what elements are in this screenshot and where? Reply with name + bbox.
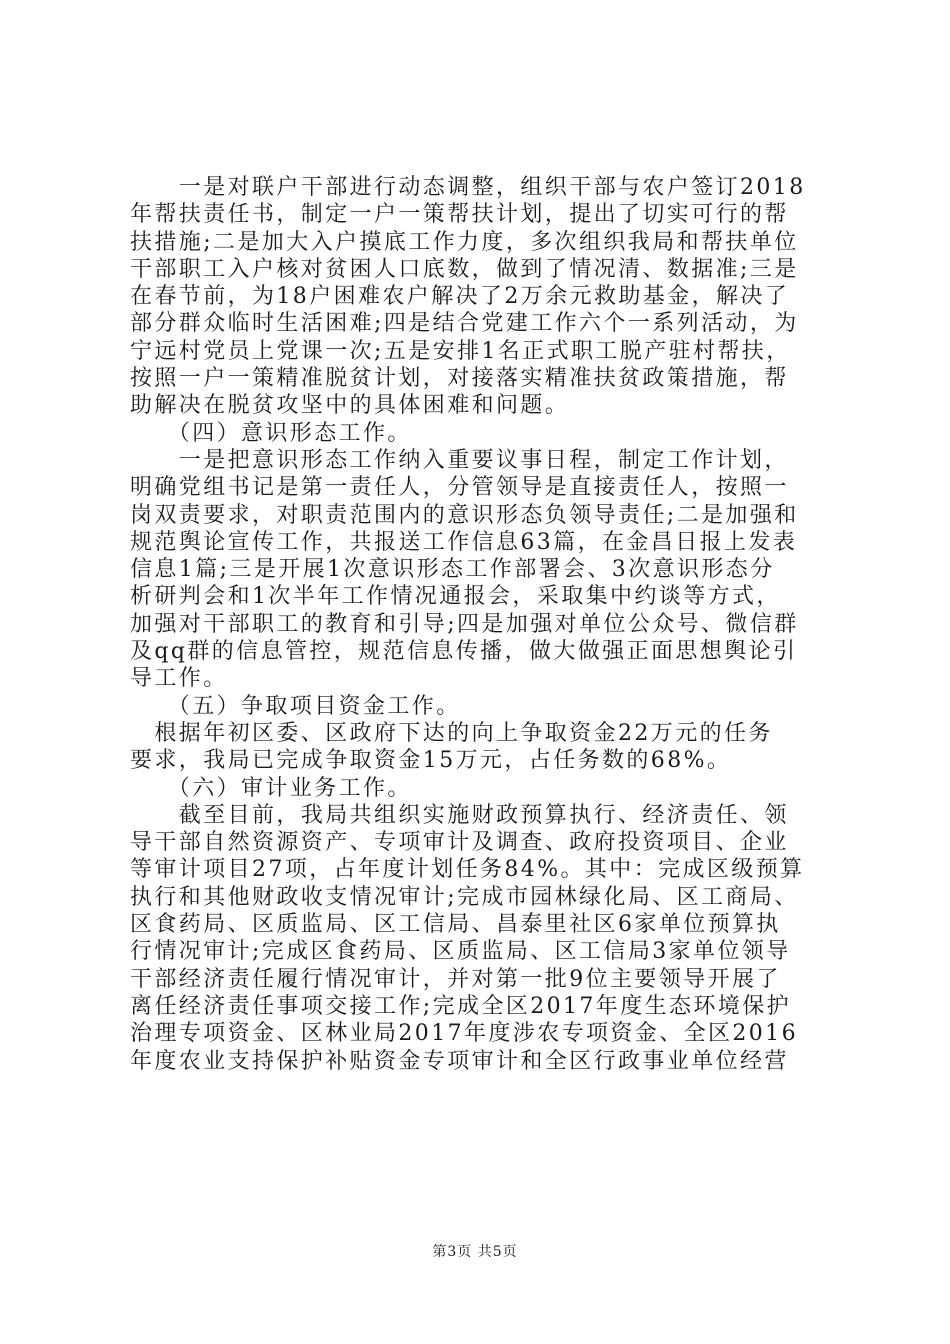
text-line: 析研判会和1次半年工作情况通报会，采取集中约谈等方式， bbox=[130, 584, 781, 610]
text-line: 导干部自然资源资产、专项审计及调查、政府投资项目、企业 bbox=[130, 830, 789, 856]
document-body bbox=[130, 174, 830, 1075]
text-line: 执行和其他财政收支情况审计;完成市园林绿化局、区工商局、 bbox=[130, 884, 799, 910]
text-line: 等审计项目27项，占年度计划任务84%。其中：完成区级预算 bbox=[130, 857, 805, 883]
text-line: 区食药局、区质监局、区工信局、昌泰里社区6家单位预算执 bbox=[130, 912, 781, 938]
text-line: 助解决在脱贫攻坚中的具体困难和问题。 bbox=[130, 393, 570, 419]
text-line: 行情况审计;完成区食药局、区质监局、区工信局3家单位领导 bbox=[130, 939, 791, 965]
text-line: 加强对干部职工的教育和引导;四是加强对单位公众号、微信群 bbox=[130, 611, 799, 637]
text-line: 导工作。 bbox=[130, 666, 228, 692]
text-line: 干部经济责任履行情况审计，并对第一批9位主要领导开展了 bbox=[130, 966, 781, 992]
text-line: 规范舆论宣传工作，共报送工作信息63篇，在金昌日报上发表 bbox=[130, 529, 798, 555]
text-line: 一是把意识形态工作纳入重要议事日程，制定工作计划， bbox=[130, 447, 789, 473]
text-line: 根据年初区委、区政府下达的向上争取资金22万元的任务 bbox=[130, 720, 773, 746]
text-line: （五）争取项目资金工作。 bbox=[130, 693, 461, 719]
text-line: 干部职工入户核对贫困人口底数，做到了情况清、数据准;三是 bbox=[130, 256, 799, 282]
page-number: 第3页 共5页 bbox=[432, 1244, 518, 1260]
text-line: 要求，我局已完成争取资金15万元，占任务数的68%。 bbox=[130, 748, 732, 774]
text-line: 扶措施;二是加大入户摸底工作力度，多次组织我局和帮扶单位 bbox=[130, 229, 799, 255]
text-line: 一是对联户干部进行动态调整，组织干部与农户签订2018 bbox=[130, 175, 806, 200]
text-line: 治理专项资金、区林业局2017年度涉农专项资金、全区2016 bbox=[130, 1021, 798, 1047]
text-line: （四）意识形态工作。 bbox=[130, 420, 412, 446]
text-line: 明确党组书记是第一责任人，分管领导是直接责任人，按照一 bbox=[130, 475, 789, 501]
text-line: 年度农业支持保护补贴资金专项审计和全区行政事业单位经营 bbox=[130, 1048, 789, 1074]
text-line: 部分群众临时生活困难;四是结合党建工作六个一系列活动，为 bbox=[130, 311, 799, 337]
page-footer bbox=[0, 1241, 950, 1261]
text-line: 在春节前，为18户困难农户解决了2万余元救助基金，解决了 bbox=[130, 284, 790, 310]
text-line: 岗双责要求，对职责范围内的意识形态负领导责任;二是加强和 bbox=[130, 502, 799, 528]
text-line: 宁远村党员上党课一次;五是安排1名正式职工脱产驻村帮扶， bbox=[130, 338, 791, 364]
text-line: 截至目前，我局共组织实施财政预算执行、经济责任、领 bbox=[130, 802, 789, 828]
text-line: 按照一户一策精准脱贫计划，对接落实精准扶贫政策措施，帮 bbox=[130, 366, 789, 392]
text-line: 离任经济责任事项交接工作;完成全区2017年度生态环境保护 bbox=[130, 993, 792, 1019]
text-line: 及qq群的信息管控，规范信息传播，做大做强正面思想舆论引 bbox=[130, 639, 798, 665]
text-line: （六）审计业务工作。 bbox=[130, 775, 412, 801]
text-line: 年帮扶责任书，制定一户一策帮扶计划，提出了切实可行的帮 bbox=[130, 202, 789, 228]
text-line: 信息1篇;三是开展1次意识形态工作部署会、3次意识形态分 bbox=[130, 557, 775, 583]
